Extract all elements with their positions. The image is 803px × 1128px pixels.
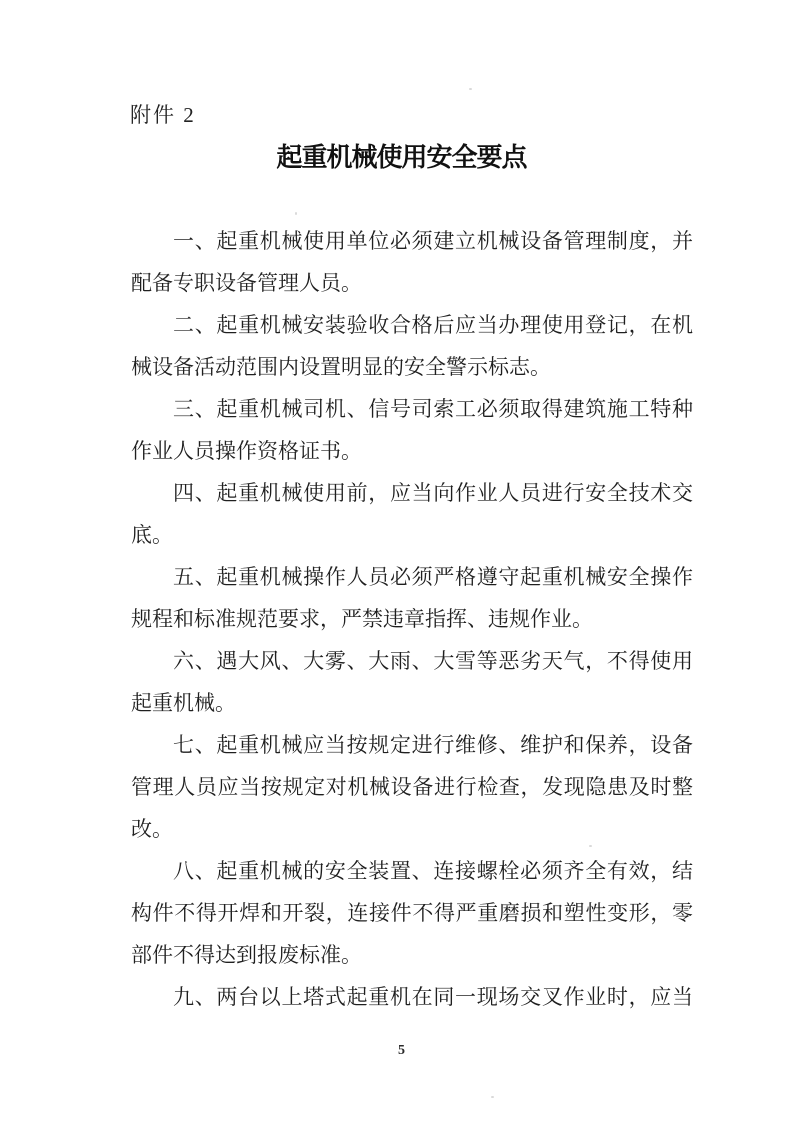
paragraph-5: 五、起重机械操作人员必须严格遵守起重机械安全操作规程和标准规范要求，严禁违章指挥、违规作业。 xyxy=(131,565,693,631)
document-body xyxy=(131,220,693,1018)
page-title: 起重机械使用安全要点 xyxy=(276,142,527,172)
page-number: 5 xyxy=(398,1043,405,1058)
paragraph-9: 九、两台以上塔式起重机在同一现场交叉作业时，应当 xyxy=(173,985,693,1009)
paragraph-6: 六、遇大风、大雾、大雨、大雪等恶劣天气，不得使用起重机械。 xyxy=(131,649,693,715)
scan-speck xyxy=(295,212,297,215)
paragraph-1: 一、起重机械使用单位必须建立机械设备管理制度，并配备专职设备管理人员。 xyxy=(131,229,693,295)
scan-speck xyxy=(491,1096,494,1098)
paragraph-7: 七、起重机械应当按规定进行维修、维护和保养，设备管理人员应当按规定对机械设备进行检查，发现隐患及时整改。 xyxy=(131,733,693,841)
paragraph-8: 八、起重机械的安全装置、连接螺栓必须齐全有效，结构件不得开焊和开裂，连接件不得严重磨损和塑性变形，零部件不得达到报废标准。 xyxy=(131,859,693,967)
paragraph-4: 四、起重机械使用前，应当向作业人员进行安全技术交底。 xyxy=(131,481,693,547)
paragraph-3: 三、起重机械司机、信号司索工必须取得建筑施工特种作业人员操作资格证书。 xyxy=(131,397,693,463)
attachment-label: 附件 2 xyxy=(130,103,196,127)
scan-speck xyxy=(469,88,472,90)
scan-speck xyxy=(589,845,592,847)
paragraph-2: 二、起重机械安装验收合格后应当办理使用登记，在机械设备活动范围内设置明显的安全警示标志。 xyxy=(131,313,693,379)
